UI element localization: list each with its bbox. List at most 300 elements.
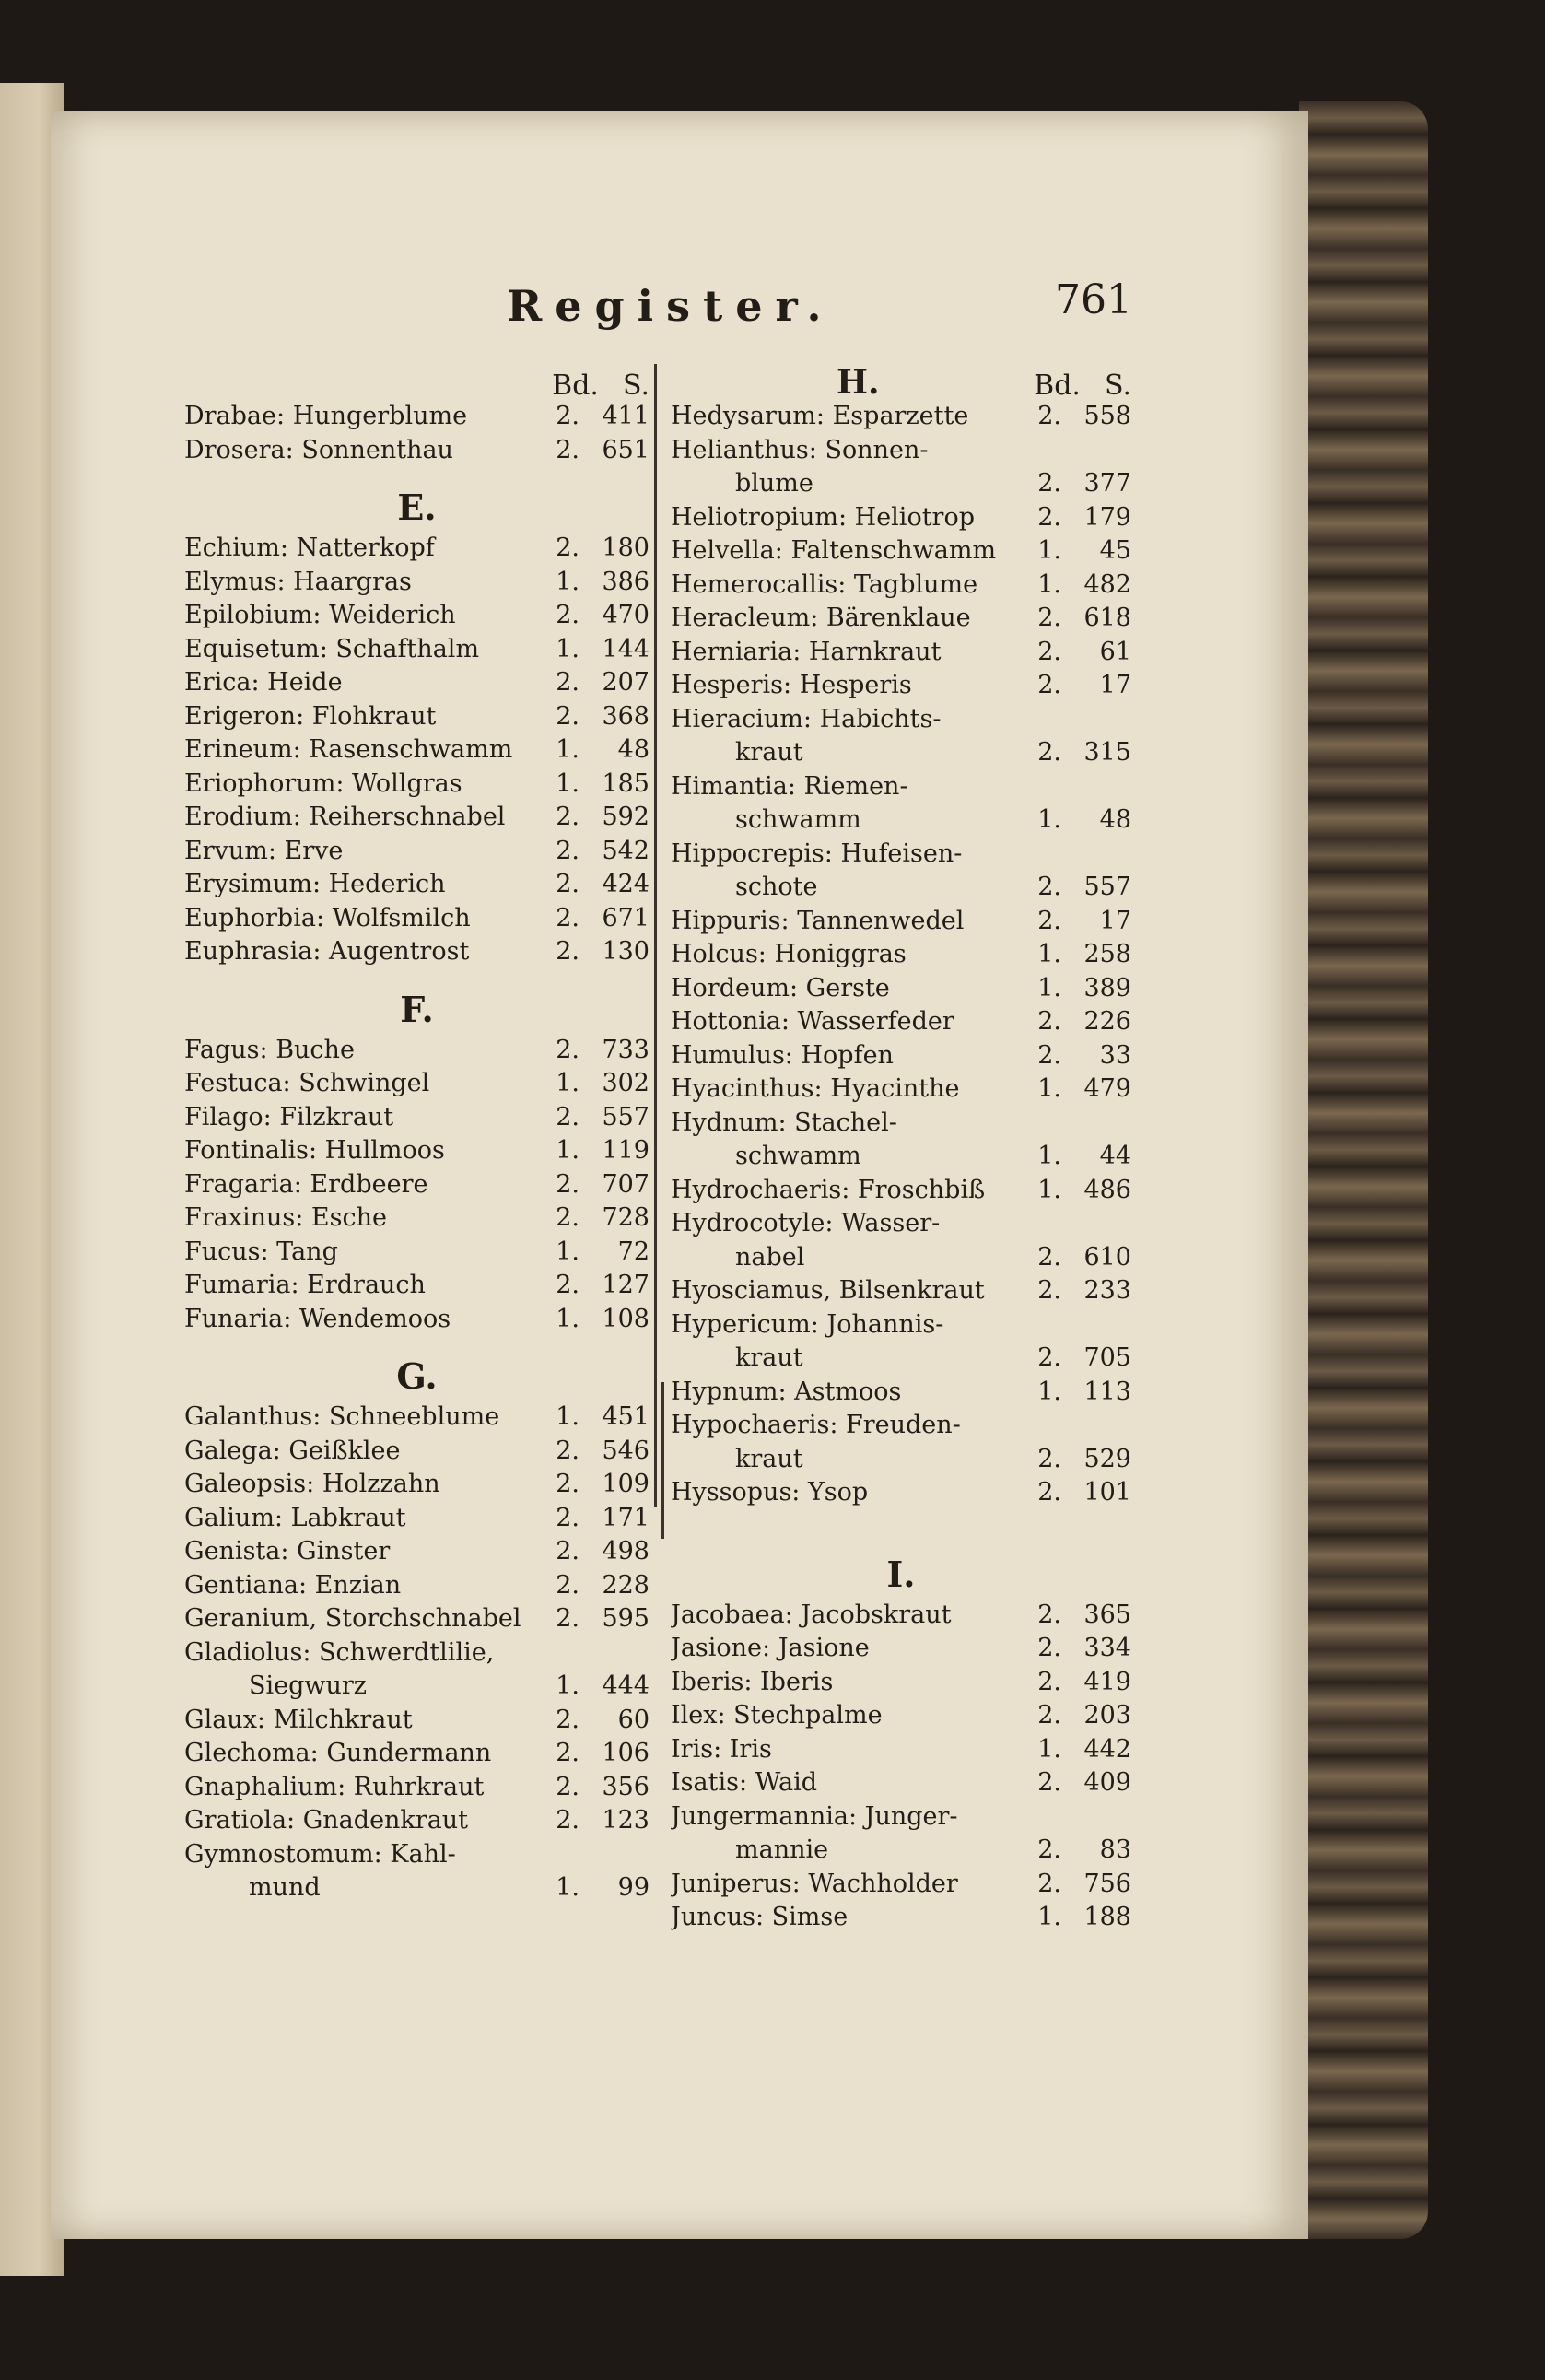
entry-volume: 2.: [1037, 1667, 1061, 1696]
entry-page: 546: [602, 1436, 650, 1465]
entry-page: 207: [602, 668, 650, 697]
entry-volume: 2.: [1037, 1343, 1061, 1372]
entry-volume: 2.: [1037, 671, 1061, 699]
entry-page: 48: [1099, 805, 1131, 834]
index-entry: [184, 1305, 650, 1339]
entry-name: Genista: Ginster: [184, 1537, 391, 1565]
band-label: Bd.: [552, 369, 599, 402]
entry-page: 707: [602, 1169, 650, 1199]
index-entry: [184, 1671, 650, 1706]
entry-name: Elymus: Haargras: [184, 567, 412, 596]
index-entry: [184, 1840, 650, 1874]
right-sections: [671, 402, 1131, 1937]
entry-name: mannie: [735, 1835, 829, 1864]
entry-volume: 2.: [1037, 1701, 1061, 1729]
index-entry: [671, 671, 1131, 705]
entry-page: 60: [617, 1705, 650, 1734]
entry-name: Himantia: Riemen-: [671, 771, 908, 801]
entry-name: Humulus: Hopfen: [671, 1040, 894, 1070]
entry-page: 409: [1083, 1768, 1131, 1797]
entry-volume: 1.: [556, 1402, 579, 1431]
book-spine-right: [1299, 101, 1428, 2239]
entry-page: 17: [1099, 671, 1131, 699]
entry-name: Epilobium: Weiderich: [184, 601, 456, 629]
index-entry: [671, 536, 1131, 570]
entry-name: schwamm: [735, 805, 861, 834]
entry-page: 592: [602, 803, 650, 831]
entry-volume: 2.: [556, 668, 579, 697]
index-entry: [671, 1903, 1131, 1937]
entry-name: Hippocrepis: Hufeisen-: [671, 838, 963, 868]
index-entry: [184, 769, 650, 803]
entry-name: Glechoma: Gundermann: [184, 1739, 492, 1767]
entry-page: 557: [602, 1102, 650, 1131]
entry-name: blume: [735, 469, 813, 498]
entry-volume: 2.: [556, 1035, 579, 1064]
entry-volume: 2.: [556, 1271, 579, 1299]
entry-name: Hypochaeris: Freuden-: [671, 1411, 961, 1439]
entry-name: Heliotropium: Heliotrop: [671, 502, 975, 532]
index-entry: [184, 635, 650, 669]
entry-name: Fragaria: Erdbeere: [184, 1169, 428, 1199]
index-entry: [671, 705, 1131, 739]
entry-page: 83: [1099, 1835, 1131, 1864]
index-entry: [671, 940, 1131, 974]
index-entry: [184, 937, 650, 971]
entry-volume: 2.: [556, 1604, 579, 1633]
index-entry: [184, 1873, 650, 1907]
entry-volume: 2.: [1037, 1040, 1061, 1070]
entry-name: Fontinalis: Hullmoos: [184, 1136, 445, 1165]
index-entry: [671, 1074, 1131, 1108]
index-entry: [184, 1069, 650, 1103]
entry-page: 671: [602, 903, 650, 932]
entry-volume: 1.: [556, 567, 579, 596]
section-letter: H.: [837, 363, 880, 402]
entry-name: Hippuris: Tannenwedel: [671, 906, 965, 935]
entry-page: 442: [1083, 1734, 1131, 1764]
entry-name: Fagus: Buche: [184, 1035, 355, 1064]
index-entry: [671, 1768, 1131, 1802]
entry-volume: 2.: [556, 1772, 579, 1801]
entry-page: 127: [602, 1271, 650, 1299]
entry-name: Hydrochaeris: Froschbiß: [671, 1175, 986, 1204]
entry-page: 258: [1083, 940, 1131, 968]
entry-volume: 2.: [556, 1503, 579, 1532]
section-letter: F.: [400, 988, 434, 1030]
index-entry: [184, 1773, 650, 1807]
entry-page: 595: [602, 1604, 650, 1633]
section-gap: [671, 1512, 1131, 1536]
entry-page: 479: [1083, 1074, 1131, 1103]
entry-volume: 1.: [1037, 1142, 1061, 1170]
entry-volume: 2.: [556, 435, 579, 464]
index-entry: [671, 604, 1131, 638]
entry-name: Jacobaea: Jacobskraut: [671, 1600, 952, 1629]
index-entry: [671, 1668, 1131, 1702]
entry-volume: 2.: [1037, 906, 1061, 935]
entry-page: 529: [1083, 1444, 1131, 1473]
index-entry: [671, 436, 1131, 470]
entry-name: Geranium, Storchschnabel: [184, 1604, 521, 1633]
entry-page: 728: [602, 1203, 650, 1232]
entry-volume: 1.: [556, 735, 579, 764]
page-title: Register.: [507, 281, 835, 331]
index-entry: [671, 1007, 1131, 1041]
entry-name: Gentiana: Enzian: [184, 1570, 402, 1600]
entry-page: 618: [1083, 604, 1131, 632]
entry-name: Erodium: Reiherschnabel: [184, 803, 506, 831]
section-letter: I.: [886, 1553, 916, 1595]
entry-volume: 1.: [556, 1237, 579, 1266]
entry-name: Hypericum: Johannis-: [671, 1309, 944, 1339]
index-entry: [671, 772, 1131, 806]
index-entry: [671, 1276, 1131, 1310]
entry-volume: 1.: [1037, 536, 1061, 565]
index-entry: [184, 1402, 650, 1436]
entry-name: Hyssopus: Ysop: [671, 1478, 869, 1507]
entry-page: 123: [602, 1806, 650, 1835]
entry-volume: 1.: [556, 768, 579, 798]
entry-name: Galeopsis: Holzzahn: [184, 1470, 440, 1498]
entry-name: Erica: Heide: [184, 668, 343, 697]
entry-volume: 2.: [1037, 469, 1061, 498]
index-entry: [671, 873, 1131, 907]
entry-name: kraut: [735, 738, 803, 767]
entry-page: 188: [1083, 1903, 1131, 1931]
entry-page: 108: [602, 1304, 650, 1333]
entry-volume: 2.: [556, 937, 579, 966]
index-entry: [671, 1041, 1131, 1075]
entry-name: Hydnum: Stachel-: [671, 1108, 897, 1137]
entry-name: Festuca: Schwingel: [184, 1069, 430, 1097]
entry-name: Fraxinus: Esche: [184, 1203, 387, 1232]
entry-volume: 2.: [1037, 1242, 1061, 1272]
entry-name: Jasione: Jasione: [671, 1634, 870, 1662]
entry-page: 144: [602, 634, 650, 663]
index-entry: [184, 870, 650, 904]
entry-volume: 2.: [556, 1570, 579, 1600]
index-entry: [184, 668, 650, 702]
entry-page: 733: [602, 1035, 650, 1064]
index-entry: [671, 1802, 1131, 1836]
entry-page: 72: [617, 1237, 650, 1266]
entry-name: Juncus: Simse: [671, 1903, 849, 1931]
entry-volume: 2.: [556, 1739, 579, 1767]
entry-name: Gratiola: Gnadenkraut: [184, 1806, 469, 1835]
entry-page: 482: [1083, 569, 1131, 599]
entry-volume: 1.: [1037, 1175, 1061, 1204]
entry-name: Helvella: Faltenschwamm: [671, 536, 997, 565]
section-letter: G.: [396, 1355, 438, 1397]
index-entry: [671, 1735, 1131, 1769]
index-entry: [671, 974, 1131, 1008]
index-entry: [671, 1870, 1131, 1904]
entry-volume: 1.: [1037, 973, 1061, 1002]
index-entry: [671, 1835, 1131, 1870]
index-entry: [184, 1571, 650, 1605]
entry-name: Galium: Labkraut: [184, 1503, 406, 1532]
entry-volume: 1.: [556, 1136, 579, 1165]
index-entry: [184, 1036, 650, 1070]
index-entry: [671, 570, 1131, 604]
entry-page: 315: [1083, 738, 1131, 767]
entry-volume: 2.: [556, 1203, 579, 1232]
entry-volume: 1.: [556, 1873, 579, 1902]
entry-page: 33: [1099, 1040, 1131, 1070]
entry-volume: 2.: [1037, 1768, 1061, 1797]
entry-page: 498: [602, 1537, 650, 1565]
index-entry: [184, 1739, 650, 1773]
entry-volume: 2.: [1037, 1276, 1061, 1305]
index-entry: [671, 907, 1131, 941]
index-entry: [184, 837, 650, 871]
index-entry: [184, 601, 650, 635]
entry-page: 302: [602, 1069, 650, 1097]
entry-volume: 2.: [556, 803, 579, 831]
entry-volume: 2.: [1037, 637, 1061, 666]
entry-name: Fucus: Tang: [184, 1237, 338, 1266]
entry-name: Isatis: Waid: [671, 1768, 818, 1797]
index-entry: [671, 805, 1131, 839]
index-entry: [184, 735, 650, 769]
left-sections: [184, 469, 650, 1907]
entry-name: Drabae: Hungerblume: [184, 402, 468, 430]
entry-page: 444: [602, 1671, 650, 1700]
entry-name: Ilex: Stechpalme: [671, 1701, 883, 1729]
entry-volume: 2.: [556, 870, 579, 898]
index-entry: [184, 1237, 650, 1272]
index-entry: [671, 402, 1131, 436]
column-divider-lower: [661, 1382, 664, 1539]
entry-name: kraut: [735, 1343, 803, 1372]
entry-page: 389: [1083, 973, 1131, 1002]
entry-volume: 2.: [1037, 1835, 1061, 1864]
entry-volume: 2.: [556, 1705, 579, 1734]
entry-name: Hypnum: Astmoos: [671, 1377, 902, 1406]
index-entry: [184, 702, 650, 736]
entry-page: 368: [602, 701, 650, 731]
index-entry: [671, 1445, 1131, 1479]
entry-page: 113: [1083, 1377, 1131, 1406]
index-column-left: [184, 359, 650, 1907]
column-header-right: [671, 359, 1131, 402]
entry-page: 377: [1083, 469, 1131, 498]
entry-name: Erineum: Rasenschwamm: [184, 735, 513, 764]
index-entry: [671, 1701, 1131, 1735]
entry-page: 651: [602, 435, 650, 464]
entry-name: Hesperis: Hesperis: [671, 671, 912, 699]
entry-page: 101: [1083, 1478, 1131, 1507]
entry-volume: 2.: [556, 1169, 579, 1199]
entry-volume: 2.: [1037, 1600, 1061, 1629]
entry-name: Equisetum: Schafthalm: [184, 634, 480, 663]
entry-page: 542: [602, 836, 650, 865]
index-entry: [184, 1806, 650, 1840]
entry-page: 179: [1083, 502, 1131, 532]
entry-page: 119: [602, 1136, 650, 1165]
index-entry: [671, 503, 1131, 537]
entry-page: 411: [602, 402, 650, 430]
entry-page: 705: [1083, 1343, 1131, 1372]
index-entry: [671, 1600, 1131, 1635]
index-entry: [184, 1604, 650, 1638]
entry-name: Erigeron: Flohkraut: [184, 701, 437, 731]
entry-name: Heracleum: Bärenklaue: [671, 604, 971, 632]
entry-volume: 2.: [1037, 1869, 1061, 1898]
entry-page: 756: [1083, 1869, 1131, 1898]
entry-volume: 2.: [556, 701, 579, 731]
entry-page: 233: [1083, 1276, 1131, 1305]
entry-volume: 2.: [1037, 1444, 1061, 1473]
entry-name: Ervum: Erve: [184, 836, 344, 865]
entry-page: 61: [1099, 637, 1131, 666]
entry-name: Euphorbia: Wolfsmilch: [184, 903, 471, 932]
index-column-right: [671, 359, 1131, 1937]
entry-name: Glaux: Milchkraut: [184, 1705, 413, 1734]
entry-volume: 2.: [556, 533, 579, 562]
entry-volume: 1.: [1037, 569, 1061, 599]
index-entry: [184, 803, 650, 837]
entry-volume: 2.: [1037, 1634, 1061, 1662]
index-entry: [184, 436, 650, 470]
entry-name: Eriophorum: Wollgras: [184, 768, 462, 798]
page-number: 761: [1055, 276, 1132, 323]
entry-volume: 1.: [1037, 1377, 1061, 1406]
entry-volume: 2.: [1037, 502, 1061, 532]
entry-name: Hemerocallis: Tagblume: [671, 569, 978, 599]
index-entry: [184, 1203, 650, 1237]
entry-name: Hydrocotyle: Wasser-: [671, 1209, 941, 1237]
entry-page: 17: [1099, 906, 1131, 935]
index-entry: [671, 1209, 1131, 1243]
entry-page: 226: [1083, 1007, 1131, 1036]
entry-volume: 1.: [556, 1069, 579, 1097]
entry-name: Hordeum: Gerste: [671, 973, 890, 1002]
entry-volume: 1.: [1037, 805, 1061, 834]
entry-volume: 2.: [556, 1436, 579, 1465]
index-entry: [184, 1103, 650, 1137]
entry-volume: 1.: [1037, 940, 1061, 968]
entry-page: 334: [1083, 1634, 1131, 1662]
index-entry: [671, 1108, 1131, 1143]
index-entry: [671, 1378, 1131, 1412]
entry-name: Helianthus: Sonnen-: [671, 435, 929, 464]
entry-name: Siegwurz: [249, 1671, 368, 1700]
entry-name: Herniaria: Harnkraut: [671, 637, 942, 666]
entry-name: Erysimum: Hederich: [184, 870, 446, 898]
entry-name: Hedysarum: Esparzette: [671, 402, 969, 430]
entry-page: 610: [1083, 1242, 1131, 1272]
index-entry: [184, 533, 650, 568]
index-entry: [184, 1706, 650, 1740]
entry-volume: 1.: [1037, 1074, 1061, 1103]
index-entry: [671, 1343, 1131, 1378]
entry-volume: 1.: [1037, 1903, 1061, 1931]
index-entry: [184, 1470, 650, 1504]
entry-name: Funaria: Wendemoos: [184, 1304, 451, 1333]
entry-name: Galanthus: Schneeblume: [184, 1402, 500, 1431]
index-entry: [671, 1310, 1131, 1344]
entry-volume: 2.: [556, 402, 579, 430]
entry-name: Gnaphalium: Ruhrkraut: [184, 1772, 485, 1801]
entry-page: 228: [602, 1570, 650, 1600]
entry-volume: 2.: [556, 1806, 579, 1835]
entry-page: 45: [1099, 536, 1131, 565]
entry-name: Gladiolus: Schwerdtlilie,: [184, 1637, 495, 1667]
entry-page: 106: [602, 1739, 650, 1767]
entry-page: 365: [1083, 1600, 1131, 1629]
index-entry: [184, 904, 650, 938]
index-entry: [184, 1271, 650, 1305]
entry-name: Hieracium: Habichts-: [671, 704, 942, 733]
entry-name: Echium: Natterkopf: [184, 533, 435, 562]
entry-name: Gymnostomum: Kahl-: [184, 1839, 456, 1869]
entry-page: 99: [617, 1873, 650, 1902]
entry-page: 44: [1099, 1142, 1131, 1170]
entry-page: 470: [602, 601, 650, 629]
index-entry: [184, 1170, 650, 1204]
index-entry: [671, 1634, 1131, 1668]
index-entry: [184, 1436, 650, 1471]
entry-volume: 2.: [556, 903, 579, 932]
entry-page: 180: [602, 533, 650, 562]
index-entry: [671, 469, 1131, 503]
entry-volume: 2.: [1037, 1478, 1061, 1507]
entry-name: Fumaria: Erdrauch: [184, 1271, 426, 1299]
entry-page: 557: [1083, 873, 1131, 901]
entry-name: schwamm: [735, 1142, 861, 1170]
entry-volume: 2.: [1037, 604, 1061, 632]
entry-page: 419: [1083, 1667, 1131, 1696]
entry-volume: 2.: [1037, 402, 1061, 430]
entry-page: 185: [602, 768, 650, 798]
index-entry: [671, 638, 1131, 672]
entry-name: Hyosciamus, Bilsenkraut: [671, 1276, 985, 1305]
entry-volume: 1.: [556, 634, 579, 663]
seite-label: S.: [622, 369, 650, 402]
index-entry: [671, 1243, 1131, 1277]
entry-volume: 2.: [556, 1537, 579, 1565]
index-entry: [671, 738, 1131, 772]
entry-volume: 1.: [1037, 1734, 1061, 1764]
entry-volume: 2.: [556, 1102, 579, 1131]
entry-volume: 1.: [556, 1671, 579, 1700]
entry-name: schote: [735, 873, 818, 901]
entry-name: Filago: Filzkraut: [184, 1102, 394, 1131]
entry-name: Drosera: Sonnenthau: [184, 435, 453, 464]
entry-page: 558: [1083, 402, 1131, 430]
entry-volume: 2.: [1037, 1007, 1061, 1036]
entry-name: Galega: Geißklee: [184, 1436, 401, 1465]
entry-volume: 2.: [1037, 738, 1061, 767]
entry-page: 451: [602, 1402, 650, 1431]
entry-name: Jungermannia: Junger-: [671, 1801, 958, 1831]
entry-page: 109: [602, 1470, 650, 1498]
entry-name: Hottonia: Wasserfeder: [671, 1007, 954, 1036]
index-entry: [184, 1504, 650, 1538]
entry-volume: 2.: [556, 601, 579, 629]
entry-volume: 1.: [556, 1304, 579, 1333]
index-entry: [671, 1142, 1131, 1176]
entry-page: 48: [617, 735, 650, 764]
seite-label: S.: [1104, 369, 1131, 402]
entry-name: Hyacinthus: Hyacinthe: [671, 1074, 960, 1103]
band-label: Bd.: [1034, 369, 1081, 402]
column-header-left: [184, 359, 650, 402]
intro-entries: [184, 402, 650, 469]
index-entry: [184, 1136, 650, 1170]
